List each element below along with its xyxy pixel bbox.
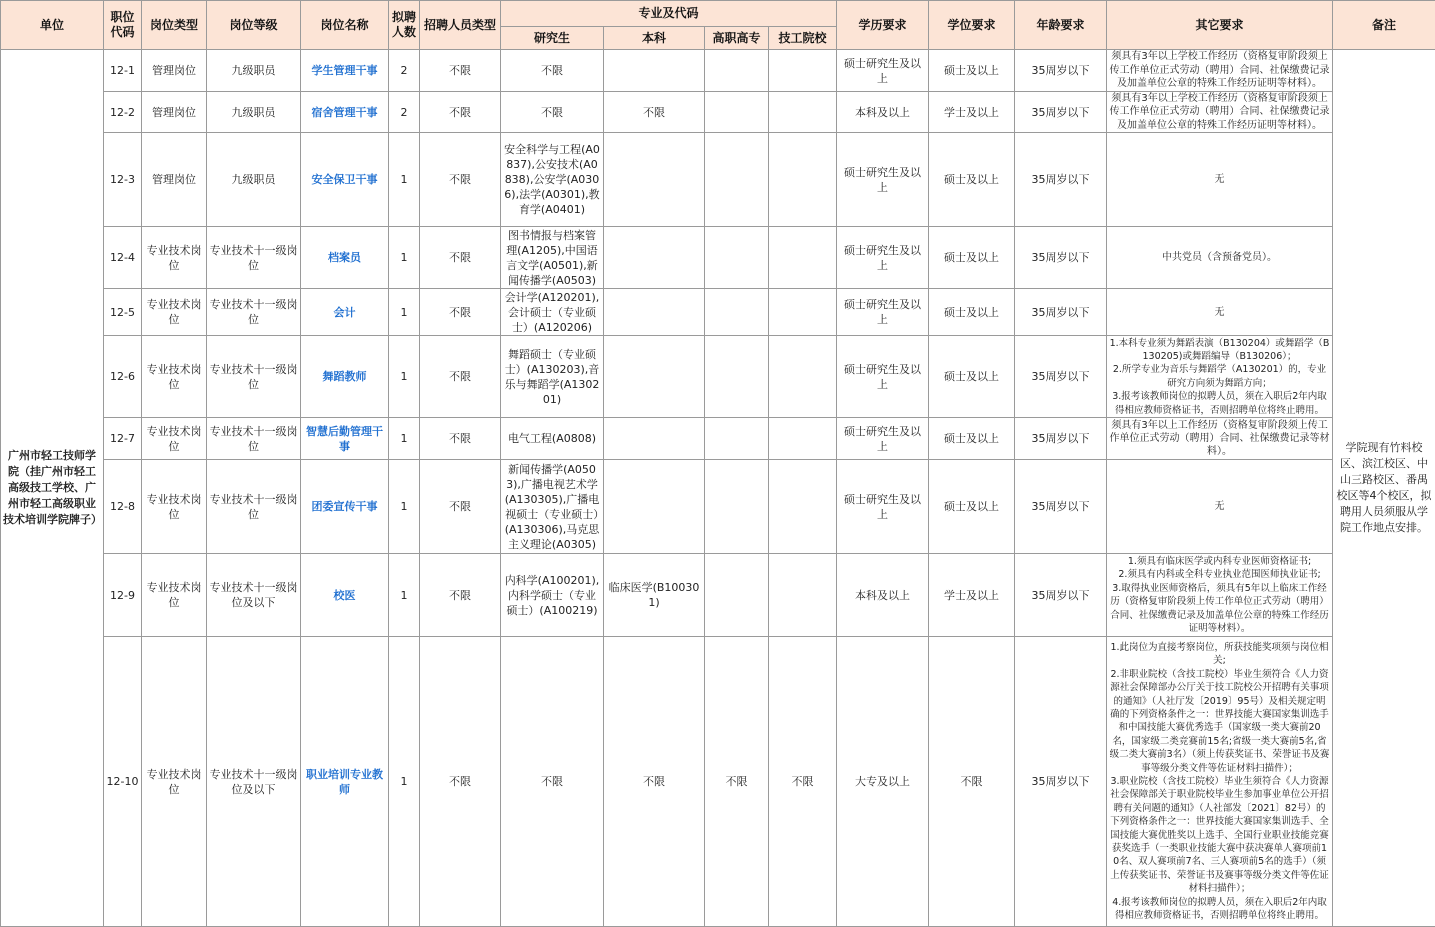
cell-count: 2: [389, 92, 420, 133]
cell-grad: 新闻传播学(A0503),广播电视艺术学(A130305),广播电视硕士（专业硕士）(A130306),马克思主义理论(A0305): [501, 460, 604, 554]
cell-degree: 硕士及以上: [929, 418, 1015, 460]
cell-type: 管理岗位: [142, 92, 207, 133]
cell-count: 1: [389, 133, 420, 227]
cell-edu: 大专及以上: [837, 637, 929, 927]
cell-degree: 硕士及以上: [929, 460, 1015, 554]
cell-undergrad: [604, 133, 705, 227]
cell-post-name: 智慧后勤管理干事: [301, 418, 389, 460]
cell-voc: [705, 418, 769, 460]
cell-edu: 硕士研究生及以上: [837, 460, 929, 554]
cell-post-name: 舞蹈教师: [301, 336, 389, 418]
cell-type: 专业技术岗位: [142, 460, 207, 554]
cell-code: 12-4: [104, 227, 142, 289]
cell-post-name: 职业培训专业教师: [301, 637, 389, 927]
cell-voc: [705, 289, 769, 336]
cell-edu: 本科及以上: [837, 92, 929, 133]
cell-grad: 不限: [501, 50, 604, 92]
cell-degree: 不限: [929, 637, 1015, 927]
header-post-type: 岗位类型: [142, 1, 207, 50]
cell-voc: 不限: [705, 637, 769, 927]
cell-other: 中共党员（含预备党员）。: [1107, 227, 1333, 289]
cell-other: 1.须具有临床医学或内科专业医师资格证书; 2.须具有内科或全科专业执业范围医师执业证书; 3.取得执业医师资格后，须具有5年以上临床工作经历（资格复审阶段须上传工作单位正式劳动（聘用）合同、社保缴费记录及加盖单位公章的特殊工作经历证明等材料）。: [1107, 554, 1333, 637]
header-recruit-type: 招聘人员类型: [420, 1, 501, 50]
cell-tech: [769, 554, 837, 637]
cell-edu: 硕士研究生及以上: [837, 50, 929, 92]
cell-tech: [769, 50, 837, 92]
header-major-voc-high: 高职高专: [705, 27, 769, 50]
cell-other: 须具有3年以上工作经历（资格复审阶段须上传工作单位正式劳动（聘用）合同、社保缴费记录等材料）。: [1107, 418, 1333, 460]
cell-degree: 硕士及以上: [929, 227, 1015, 289]
cell-recruit: 不限: [420, 336, 501, 418]
header-major-grad: 研究生: [501, 27, 604, 50]
cell-age: 35周岁以下: [1015, 227, 1107, 289]
cell-tech: [769, 227, 837, 289]
cell-voc: [705, 92, 769, 133]
cell-recruit: 不限: [420, 554, 501, 637]
cell-age: 35周岁以下: [1015, 418, 1107, 460]
cell-level: 专业技术十一级岗位: [207, 227, 301, 289]
cell-type: 专业技术岗位: [142, 289, 207, 336]
cell-undergrad: [604, 50, 705, 92]
cell-tech: [769, 336, 837, 418]
cell-recruit: 不限: [420, 133, 501, 227]
cell-recruit: 不限: [420, 227, 501, 289]
cell-code: 12-9: [104, 554, 142, 637]
cell-voc: [705, 50, 769, 92]
cell-tech: [769, 133, 837, 227]
table-row: [1, 133, 1435, 227]
cell-recruit: 不限: [420, 92, 501, 133]
cell-age: 35周岁以下: [1015, 460, 1107, 554]
cell-count: 1: [389, 418, 420, 460]
cell-type: 专业技术岗位: [142, 554, 207, 637]
cell-other: 无: [1107, 460, 1333, 554]
cell-level: 专业技术十一级岗位及以下: [207, 637, 301, 927]
header-other: 其它要求: [1107, 1, 1333, 50]
cell-type: 管理岗位: [142, 133, 207, 227]
header-major-tech: 技工院校: [769, 27, 837, 50]
cell-other: 无: [1107, 289, 1333, 336]
table-row: [1, 50, 1435, 92]
cell-age: 35周岁以下: [1015, 637, 1107, 927]
cell-recruit: 不限: [420, 289, 501, 336]
table-row: [1, 336, 1435, 418]
cell-age: 35周岁以下: [1015, 92, 1107, 133]
cell-voc: [705, 336, 769, 418]
cell-other: 须具有3年以上学校工作经历（资格复审阶段须上传工作单位正式劳动（聘用）合同、社保缴费记录及加盖单位公章的特殊工作经历证明等材料）。: [1107, 50, 1333, 92]
cell-level: 专业技术十一级岗位: [207, 336, 301, 418]
cell-degree: 硕士及以上: [929, 289, 1015, 336]
cell-level: 九级职员: [207, 133, 301, 227]
header-age: 年龄要求: [1015, 1, 1107, 50]
cell-grad: 图书情报与档案管理(A1205),中国语言文学(A0501),新闻传播学(A0503): [501, 227, 604, 289]
cell-other: 无: [1107, 133, 1333, 227]
cell-voc: [705, 227, 769, 289]
table-row: [1, 92, 1435, 133]
cell-voc: [705, 554, 769, 637]
cell-code: 12-10: [104, 637, 142, 927]
cell-grad: 安全科学与工程(A0837),公安技术(A0838),公安学(A0306),法学(A0301),教育学(A0401): [501, 133, 604, 227]
cell-type: 专业技术岗位: [142, 336, 207, 418]
cell-undergrad: [604, 418, 705, 460]
cell-recruit: 不限: [420, 418, 501, 460]
cell-code: 12-1: [104, 50, 142, 92]
cell-post-name: 团委宣传干事: [301, 460, 389, 554]
cell-post-name: 学生管理干事: [301, 50, 389, 92]
cell-degree: 硕士及以上: [929, 336, 1015, 418]
remark: 学院现有竹料校区、滨江校区、中山三路校区、番禺校区等4个校区，拟聘用人员须服从学院工作地点安排。: [1333, 50, 1435, 927]
cell-grad: 会计学(A120201),会计硕士（专业硕士）(A120206): [501, 289, 604, 336]
cell-post-name: 档案员: [301, 227, 389, 289]
cell-tech: [769, 460, 837, 554]
header-major-undergrad: 本科: [604, 27, 705, 50]
table-row: [1, 289, 1435, 336]
cell-recruit: 不限: [420, 50, 501, 92]
cell-degree: 学士及以上: [929, 92, 1015, 133]
header-post-name: 岗位名称: [301, 1, 389, 50]
cell-code: 12-5: [104, 289, 142, 336]
table-row: [1, 460, 1435, 554]
header-major-group: 专业及代码: [501, 1, 837, 27]
cell-age: 35周岁以下: [1015, 50, 1107, 92]
cell-count: 1: [389, 336, 420, 418]
cell-recruit: 不限: [420, 460, 501, 554]
cell-voc: [705, 133, 769, 227]
cell-undergrad: [604, 227, 705, 289]
cell-code: 12-8: [104, 460, 142, 554]
cell-recruit: 不限: [420, 637, 501, 927]
header-education: 学历要求: [837, 1, 929, 50]
cell-age: 35周岁以下: [1015, 336, 1107, 418]
cell-age: 35周岁以下: [1015, 289, 1107, 336]
unit-name: 广州市轻工技师学院（挂广州市轻工高级技工学校、广州市轻工高级职业技术培训学院牌子）: [1, 50, 104, 927]
cell-count: 1: [389, 460, 420, 554]
cell-grad: 电气工程(A0808): [501, 418, 604, 460]
header-code: 职位代码: [104, 1, 142, 50]
cell-type: 管理岗位: [142, 50, 207, 92]
cell-edu: 硕士研究生及以上: [837, 227, 929, 289]
cell-edu: 硕士研究生及以上: [837, 289, 929, 336]
cell-type: 专业技术岗位: [142, 418, 207, 460]
cell-other: 须具有3年以上学校工作经历（资格复审阶段须上传工作单位正式劳动（聘用）合同、社保缴费记录及加盖单位公章的特殊工作经历证明等材料）。: [1107, 92, 1333, 133]
cell-other: 1.本科专业须为舞蹈表演（B130204）或舞蹈学（B130205)或舞蹈编导（B130206）； 2.所学专业为音乐与舞蹈学（A130201）的，专业研究方向须为舞蹈方向； 3.报考该教师岗位的拟聘人员，须在入职后2年内取得相应教师资格证书，否则招聘单位将终止聘用。: [1107, 336, 1333, 418]
cell-tech: [769, 289, 837, 336]
header-remark: 备注: [1333, 1, 1435, 50]
header-count: 拟聘人数: [389, 1, 420, 50]
cell-count: 1: [389, 289, 420, 336]
cell-grad: 不限: [501, 92, 604, 133]
table-row: [1, 637, 1435, 927]
cell-tech: [769, 418, 837, 460]
cell-tech: [769, 92, 837, 133]
cell-age: 35周岁以下: [1015, 554, 1107, 637]
cell-edu: 硕士研究生及以上: [837, 133, 929, 227]
cell-edu: 本科及以上: [837, 554, 929, 637]
cell-edu: 硕士研究生及以上: [837, 336, 929, 418]
table-row: [1, 554, 1435, 637]
cell-type: 专业技术岗位: [142, 637, 207, 927]
table-row: [1, 227, 1435, 289]
cell-voc: [705, 460, 769, 554]
cell-post-name: 安全保卫干事: [301, 133, 389, 227]
cell-count: 1: [389, 227, 420, 289]
cell-level: 专业技术十一级岗位及以下: [207, 554, 301, 637]
cell-undergrad: 不限: [604, 637, 705, 927]
cell-post-name: 校医: [301, 554, 389, 637]
cell-post-name: 会计: [301, 289, 389, 336]
cell-level: 专业技术十一级岗位: [207, 289, 301, 336]
cell-grad: 不限: [501, 637, 604, 927]
cell-post-name: 宿舍管理干事: [301, 92, 389, 133]
cell-edu: 硕士研究生及以上: [837, 418, 929, 460]
cell-tech: 不限: [769, 637, 837, 927]
cell-undergrad: 不限: [604, 92, 705, 133]
cell-level: 九级职员: [207, 50, 301, 92]
cell-undergrad: [604, 289, 705, 336]
table-row: [1, 418, 1435, 460]
cell-type: 专业技术岗位: [142, 227, 207, 289]
cell-other: 1.此岗位为直接考察岗位，所获技能奖项须与岗位相关; 2.非职业院校（含技工院校）毕业生须符合《人力资源社会保障部办公厅关于技工院校公开招聘有关事项的通知》（人社厅发〔2019〕95号）及相关规定明确的下列资格条件之一：世界技能大赛国家集训选手和中国技能大赛优秀选手（国家级一类大赛前20名，国家级二类竞赛前15名;省级一类大赛前5名,省级二类大赛前3名）（须上传获奖证书、荣誉证书及赛事等级分类文件等佐证材料扫描件）； 3.职业院校（含技工院校）毕业生须符合《人力资源社会保障部关于职业院校毕业生参加事业单位公开招聘有关问题的通知》（人社部发〔2021〕82号）的下列资格条件之一：世界技能大赛国家集训选手、全国技能大赛优胜奖以上选手、全国行业职业技能竞赛获奖选手（一类职业技能大赛中获决赛单人赛项前10名、双人赛项前7名、三人赛项前5名的选手）（须上传获奖证书、荣誉证书及赛事等级分类文件等佐证材料扫描件）； 4.报考该教师岗位的拟聘人员，须在入职后2年内取得相应教师资格证书，否则招聘单位将终止聘用。: [1107, 637, 1333, 927]
cell-degree: 硕士及以上: [929, 50, 1015, 92]
cell-degree: 学士及以上: [929, 554, 1015, 637]
cell-level: 专业技术十一级岗位: [207, 460, 301, 554]
header-unit: 单位: [1, 1, 104, 50]
cell-degree: 硕士及以上: [929, 133, 1015, 227]
header-degree: 学位要求: [929, 1, 1015, 50]
cell-grad: 内科学(A100201),内科学硕士（专业硕士）(A100219): [501, 554, 604, 637]
cell-count: 2: [389, 50, 420, 92]
cell-count: 1: [389, 554, 420, 637]
cell-undergrad: [604, 336, 705, 418]
cell-level: 九级职员: [207, 92, 301, 133]
cell-count: 1: [389, 637, 420, 927]
cell-grad: 舞蹈硕士（专业硕士）(A130203),音乐与舞蹈学(A130201): [501, 336, 604, 418]
cell-age: 35周岁以下: [1015, 133, 1107, 227]
cell-undergrad: [604, 460, 705, 554]
cell-code: 12-6: [104, 336, 142, 418]
cell-undergrad: 临床医学(B100301): [604, 554, 705, 637]
cell-code: 12-7: [104, 418, 142, 460]
header-post-level: 岗位等级: [207, 1, 301, 50]
cell-code: 12-2: [104, 92, 142, 133]
cell-level: 专业技术十一级岗位: [207, 418, 301, 460]
cell-code: 12-3: [104, 133, 142, 227]
